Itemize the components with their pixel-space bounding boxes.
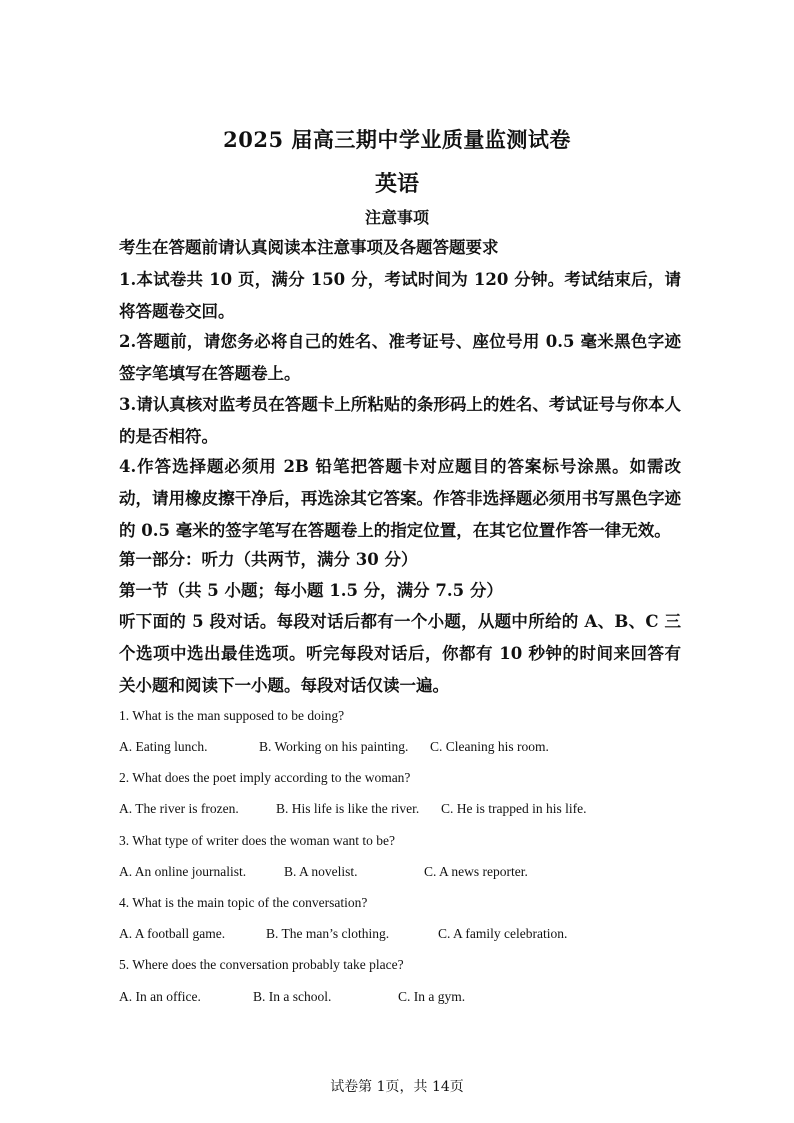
notice-item-2: 2.答题前，请您务必将自己的姓名、准考证号、座位号用 0.5 毫米黑色字迹签字笔填写在答题卷上。 [119,332,681,383]
listening-instructions: 听下面的 5 段对话。每段对话后都有一个小题，从题中所给的 A、B、C 三个选项中选出最佳选项。听完每段对话后，你都有 10 秒钟的时间来回答有关小题和阅读下一小题。每段对话仅读一遍。 [119,612,681,695]
option-a: A. An online journalist. [119,864,247,879]
exam-title: 2025 届高三期中学业质量监测试卷 [223,127,571,152]
question-stem: 1. What is the man supposed to be doing? [119,708,345,723]
option-b: B. The man’s clothing. [266,926,390,941]
option-b: B. His life is like the river. [276,801,420,816]
subsection-heading: 第一节（共 5 小题；每小题 1.5 分，满分 7.5 分） [119,581,503,600]
option-c: C. Cleaning his room. [430,739,549,754]
option-c: C. In a gym. [398,989,466,1004]
option-c: C. A news reporter. [424,864,528,879]
option-b: B. Working on his painting. [259,739,409,754]
part-heading: 第一部分：听力（共两节，满分 30 分） [119,550,418,569]
subject-title: 英语 [374,171,419,197]
option-b: B. In a school. [253,989,332,1004]
option-a: A. A football game. [119,926,226,941]
notice-item-3: 3.请认真核对监考员在答题卡上所粘贴的条形码上的姓名、考试证号与你本人的是否相符。 [119,395,681,446]
option-a: A. The river is frozen. [119,801,239,816]
notice-item-4: 4.作答选择题必须用 2B 铅笔把答题卡对应题目的答案标号涂黑。如需改动，请用橡皮擦干净后，再选涂其它答案。作答非选择题必须用书写黑色字迹的 0.5 毫米的签字笔写在答题卷上的指定位置，在其它位置作答一律无效。 [119,457,681,540]
option-c: C. He is trapped in his life. [441,801,587,816]
notice-item-1: 1.本试卷共 10 页，满分 150 分，考试时间为 120 分钟。考试结束后，请将答题卷交回。 [119,270,681,321]
option-a: A. In an office. [119,989,201,1004]
option-b: B. A novelist. [284,864,358,879]
page-footer: 试卷第 1页，共 14页 [330,1079,464,1095]
question-stem: 3. What type of writer does the woman want to be? [119,833,396,848]
notice-intro: 考生在答题前请认真阅读本注意事项及各题答题要求 [119,238,499,257]
question-stem: 5. Where does the conversation probably take place? [119,957,404,972]
question-stem: 2. What does the poet imply according to the woman? [119,770,411,785]
notice-heading: 注意事项 [364,208,429,227]
option-c: C. A family celebration. [438,926,568,941]
question-stem: 4. What is the main topic of the conversation? [119,895,368,910]
option-a: A. Eating lunch. [119,739,208,754]
